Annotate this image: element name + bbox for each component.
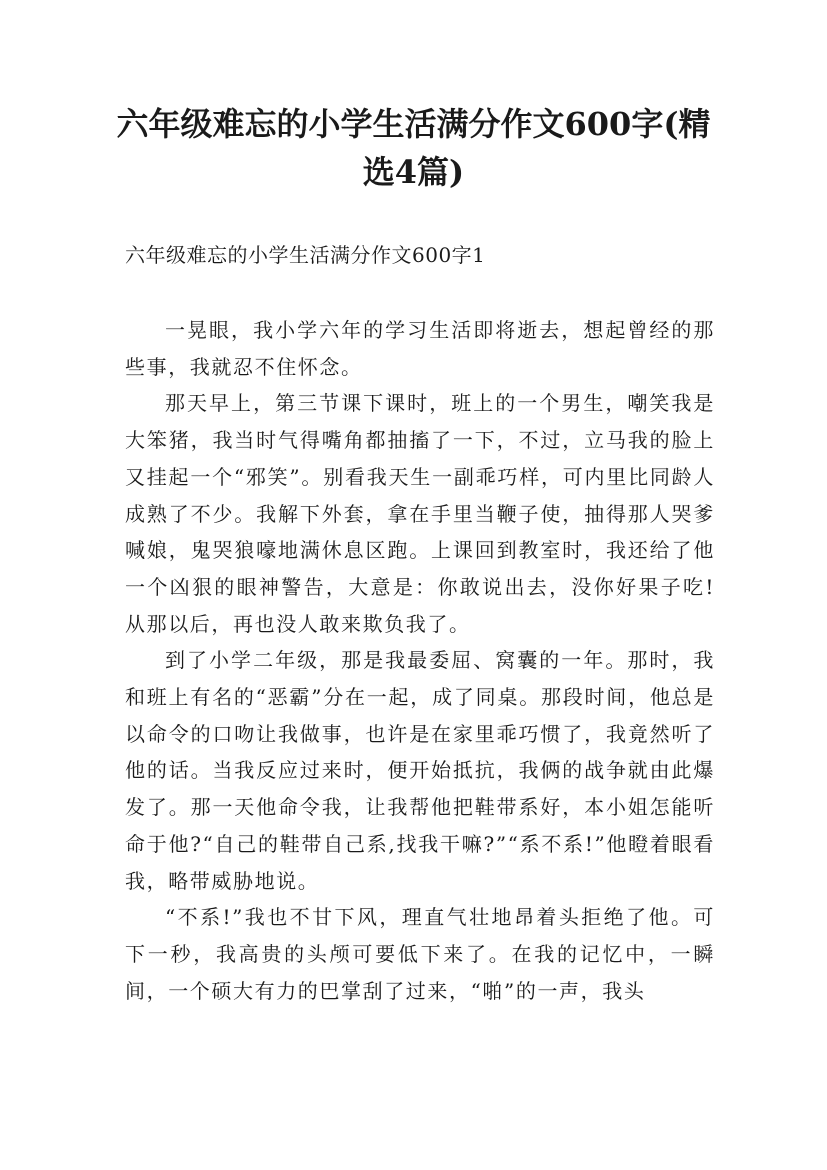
document-title <box>100 100 727 196</box>
document-title-line-2: 选4篇) <box>362 153 465 191</box>
essay-body <box>125 312 715 1009</box>
document-title-line-1: 六年级难忘的小学生活满分作文600字(精 <box>116 105 711 143</box>
essay-paragraph-1: 一晃眼，我小学六年的学习生活即将逝去，想起曾经的那些事，我就忍不住怀念。 <box>125 318 715 379</box>
essay-paragraph-4: “不系!”我也不甘下风，理直气壮地昂着头拒绝了他。可下一秒，我高贵的头颅可要低下来了。在我的记忆中，一瞬间，一个硕大有力的巴掌刮了过来，“啪”的一声，我头 <box>125 905 715 1003</box>
essay-paragraph-3: 到了小学二年级，那是我最委屈、窝囊的一年。那时，我和班上有名的“恶霸”分在一起，成了同桌。那段时间，他总是以命令的口吻让我做事，也许是在家里乖巧惯了，我竟然听了他的话。当我反应过来时，便开始抵抗，我俩的战争就由此爆发了。那一天他命令我，让我帮他把鞋带系好，本小姐怎能听命于他?“自己的鞋带自己系,找我干嘛?”“系不系!”他瞪着眼看我，略带威胁地说。 <box>125 648 715 893</box>
essay-heading: 六年级难忘的小学生活满分作文600字1 <box>125 243 486 267</box>
essay-paragraph-2: 那天早上，第三节课下课时，班上的一个男生，嘲笑我是大笨猪，我当时气得嘴角都抽搐了一下，不过，立马我的脸上又挂起一个“邪笑”。别看我天生一副乖巧样，可内里比同龄人成熟了不少。我解下外套，拿在手里当鞭子使，抽得那人哭爹喊娘，鬼哭狼嚎地满休息区跑。上课回到教室时，我还给了他一个凶狠的眼神警告，大意是：你敢说出去，没你好果子吃!从那以后，再也没人敢来欺负我了。 <box>125 391 715 636</box>
